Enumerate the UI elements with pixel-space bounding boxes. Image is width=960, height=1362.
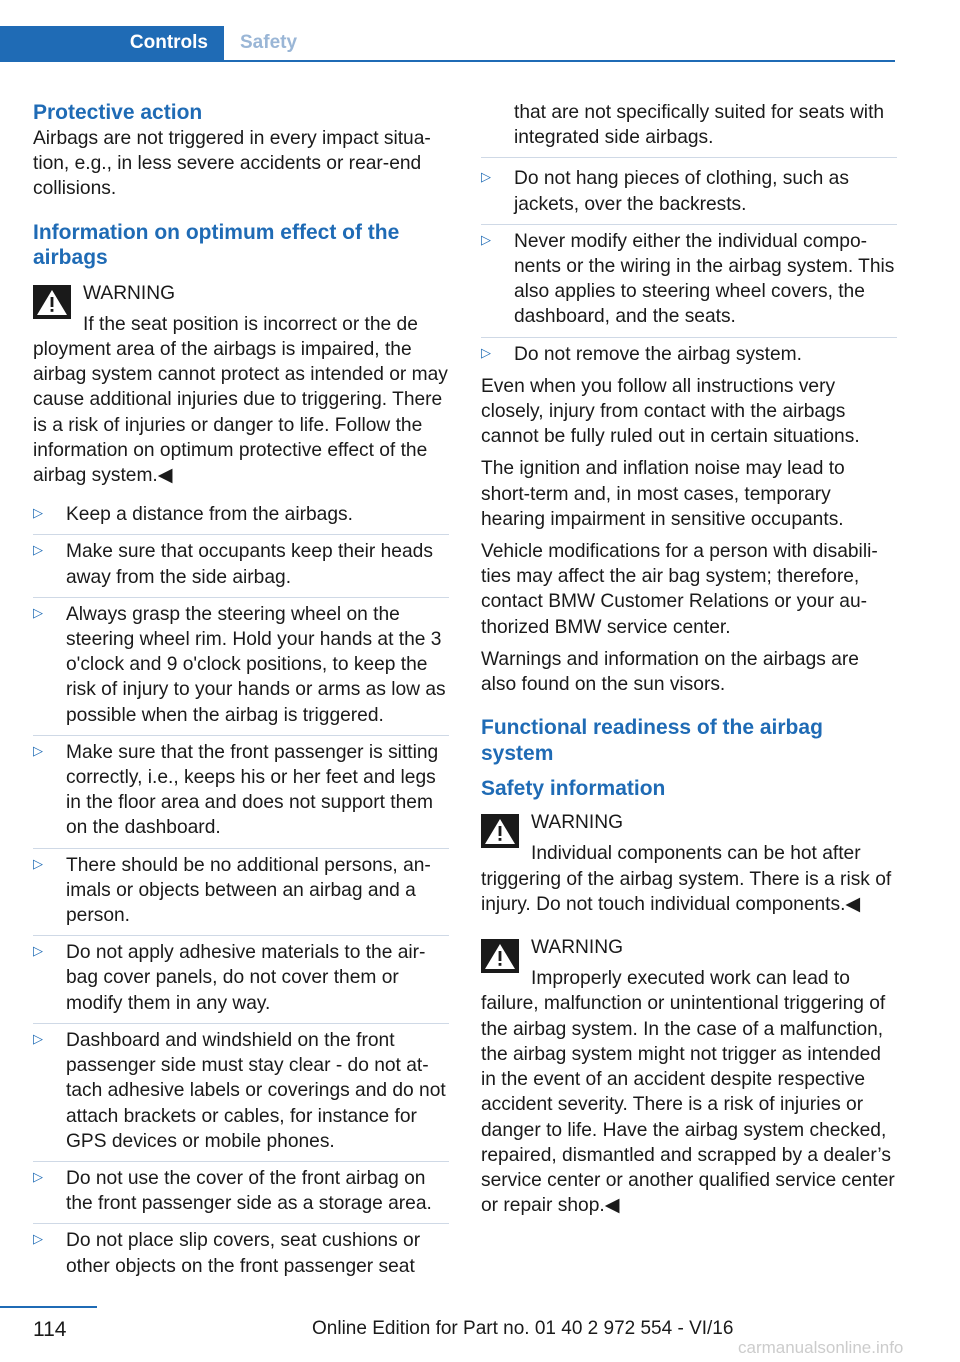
paragraph-sun-visors: Warnings and information on the airbags are also found on the sun visors. (481, 648, 859, 696)
triangle-right-icon: ▷ (33, 1231, 43, 1247)
optimum-effect-heading: Information on optimum effect of the airbags (33, 220, 400, 270)
safety-information-heading: Safety information (481, 777, 666, 801)
triangle-right-icon: ▷ (33, 542, 43, 558)
warning-text-first-line: If the seat position is incorrect or the de (83, 313, 418, 335)
protective-action-text: Airbags are not triggered in every impact situation, e.g., in less severe accidents or rear-end collisions. (33, 128, 431, 200)
warning-text-first-line: Improperly executed work can lead to (531, 968, 850, 990)
list-item: ▷ Dashboard and windshield on the front passenger side must stay clear - do not attach adhesive labels or coverings and do not attach brackets or cables, for instance for GPS devices or mobile phones. (33, 1024, 449, 1162)
tab-safety[interactable]: Safety (240, 32, 298, 53)
warning-text: ployment area of the airbags is impaired, the airbag system cannot protect as intended or may cause additional injuries due to triggering. There is a risk of injuries or danger to life. Follow the information on optimum protective effect of the airbag system.◀ (33, 339, 448, 487)
triangle-right-icon: ▷ (33, 1030, 43, 1046)
warning-block-improper-work (481, 935, 897, 1218)
warning-label: WARNING (83, 282, 176, 304)
page-number: 114 (33, 1318, 67, 1341)
triangle-right-icon: ▷ (33, 943, 43, 959)
protective-action-heading: Protective action (33, 101, 203, 124)
warning-triangle-icon (481, 939, 519, 973)
list-item: ▷ Do not remove the airbag system. (481, 343, 802, 365)
paragraph-injury: Even when you follow all instructions very closely, injury from contact with the airbags cannot be fully ruled out in certain situations. (481, 375, 860, 448)
right-column (481, 100, 897, 1228)
watermark: carmanualsonline.info (738, 1338, 904, 1357)
functional-readiness-heading: Functional readiness of the airbag system (481, 716, 823, 765)
warning-triangle-icon (481, 814, 519, 848)
triangle-right-icon: ▷ (481, 231, 491, 247)
list-item: ▷ Do not use the cover of the front airbag on the front passenger side as a storage area. (33, 1162, 449, 1224)
online-edition-note: Online Edition for Part no. 01 40 2 972 554 - VI/16 (312, 1318, 734, 1339)
list-item: ▷ Do not place slip covers, seat cushions or other objects on the front passenger seat (33, 1230, 421, 1277)
list-item: ▷ Make sure that the front passenger is sitting correctly, i.e., keeps his or her feet and legs in the floor area and does not support them on the dashboard. (33, 736, 449, 849)
airbag-instructions-list (33, 502, 449, 1285)
warning-text: triggering of the airbag system. There is a risk of injury. Do not touch individual components.◀ (481, 868, 892, 915)
list-item: ▷ Do not apply adhesive materials to the airbag cover panels, do not cover them or modify them in any way. (33, 936, 449, 1024)
triangle-right-icon: ▷ (33, 855, 43, 871)
warning-triangle-icon (33, 285, 71, 319)
triangle-right-icon: ▷ (481, 344, 491, 360)
airbag-instructions-list-continued (481, 162, 897, 373)
warning-text: failure, malfunction or unintentional triggering of the airbag system. In the case of a malfunction, the airbag system might not trigger as intended in the event of an accident despite respective accident severity. There is a risk of injuries or danger to life. Have the airbag system checked, repaired, dismantled and scrapped by a dealer’s service center or another qualified service center or repair shop.◀ (481, 993, 895, 1217)
list-item: ▷ There should be no additional persons, animals or objects between an airbag and a person. (33, 849, 449, 937)
list-item: ▷ Do not hang pieces of clothing, such as jackets, over the backrests. (481, 162, 897, 224)
triangle-right-icon: ▷ (33, 505, 43, 521)
warning-block-hot-components (481, 810, 897, 917)
list-item: ▷ Never modify either the individual components or the wiring in the airbag system. This also applies to steering wheel covers, the dashboard, and the seats. (481, 225, 897, 338)
warning-block (33, 281, 449, 489)
paragraph-modifications: Vehicle modifications for a person with disabilities may affect the air bag system; therefore, contact BMW Customer Relations or your authorized BMW service center. (481, 541, 878, 638)
list-item: ▷ Keep a distance from the airbags. (33, 502, 449, 535)
warning-label: WARNING (531, 812, 624, 834)
header-tabbar (0, 26, 895, 62)
triangle-right-icon: ▷ (33, 604, 43, 620)
list-item-continuation: that are not specifically suited for seats with integrated side airbags. (481, 100, 897, 158)
list-item: ▷ Always grasp the steering wheel on the steering wheel rim. Hold your hands at the 3 o'clock and 9 o'clock positions, to keep the risk of injury to your hands or arms as low as possible when the airbag is triggered. (33, 598, 449, 736)
warning-label: WARNING (531, 937, 624, 959)
triangle-right-icon: ▷ (33, 1168, 43, 1184)
tab-controls[interactable]: Controls (0, 26, 224, 60)
warning-text-first-line: Individual components can be hot after (531, 843, 861, 865)
triangle-right-icon: ▷ (481, 169, 491, 185)
footer-rule (0, 1306, 97, 1308)
left-column (33, 100, 449, 1286)
paragraph-noise: The ignition and inflation noise may lead to short-term and, in most cases, temporary hearing impairment in sensitive occupants. (481, 458, 845, 530)
list-item: ▷ Make sure that occupants keep their heads away from the side airbag. (33, 535, 449, 597)
triangle-right-icon: ▷ (33, 742, 43, 758)
